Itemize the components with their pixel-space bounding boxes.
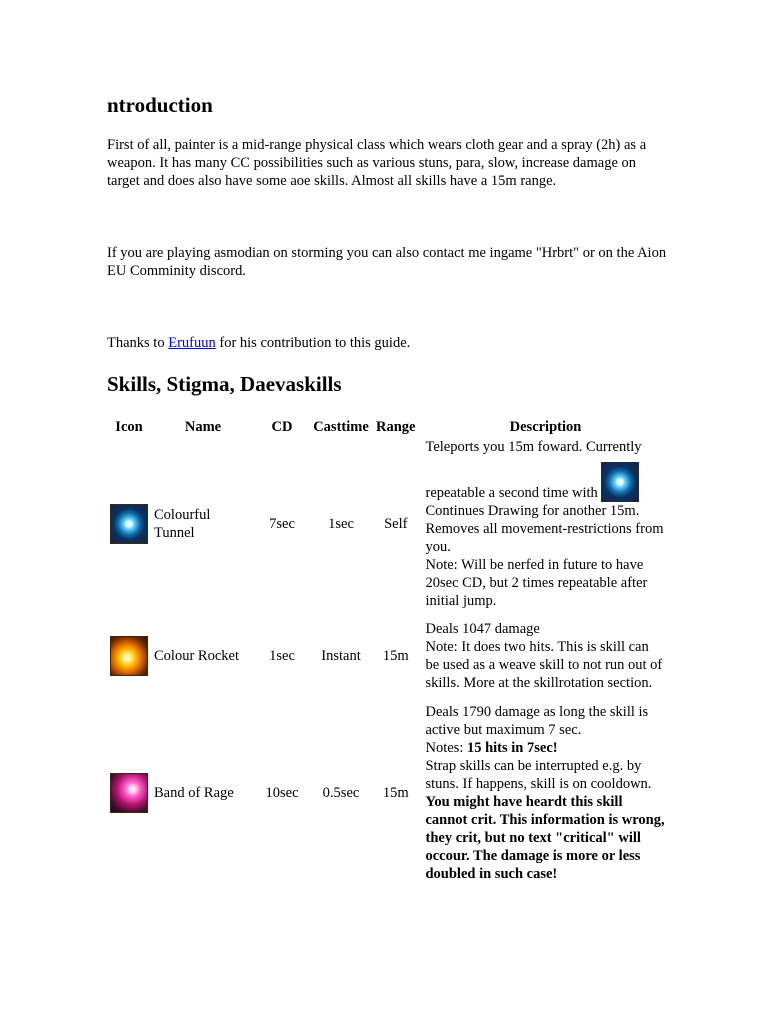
table-row: [107, 702, 668, 884]
skill-cd: 1sec: [269, 648, 295, 664]
column-header-range: Range: [376, 419, 416, 435]
skill-range: 15m: [382, 648, 409, 664]
introduction-heading: ntroduction: [107, 93, 213, 117]
skill-casttime: Instant: [321, 648, 361, 664]
thanks-text-before: Thanks to: [107, 335, 169, 351]
skill-casttime: 0.5sec: [322, 785, 360, 801]
skills-heading: Skills, Stigma, Daevaskills: [107, 372, 342, 396]
thanks-text-after: for his contribution to this guide.: [215, 335, 411, 351]
table-row: [107, 438, 668, 610]
column-header-casttime: Casttime: [313, 419, 369, 435]
table-row: [107, 610, 668, 702]
skill-casttime: 1sec: [328, 516, 354, 532]
erufuun-link[interactable]: Erufuun: [168, 335, 216, 351]
colourful-tunnel-icon: [601, 462, 639, 502]
skill-range: 15m: [382, 785, 409, 801]
skills-table: [107, 416, 668, 884]
colour-rocket-icon: [110, 636, 148, 676]
band-of-rage-icon: [110, 773, 148, 813]
column-header-name: Name: [184, 419, 222, 435]
introduction-paragraph: First of all, painter is a mid-range physical class which wears cloth gear and a spray (2h) as a weapon. It has many CC possibilities such as various stuns, para, slow, increase damage on target and does also have some aoe skills. Almost all skills have a 15m range.: [107, 137, 647, 189]
description-line: Teleports you 15m foward. Currently: [425, 439, 642, 455]
skill-name: Band of Rage: [154, 785, 234, 801]
description-line: Continues Drawing for another 15m. Removes all movement-restrictions from you.: [425, 503, 664, 555]
notes-highlight: 15 hits in 7sec!: [466, 740, 558, 756]
column-header-cd: CD: [271, 419, 293, 435]
skill-description: [418, 438, 668, 610]
skill-cd: 7sec: [269, 516, 295, 532]
description-warning: You might have heardt this skill cannot crit. This information is wrong, they crit, but no text "critical" will occour. The damage is more or less doubled in such case!: [425, 794, 665, 882]
description-line: Deals 1047 damage: [425, 621, 540, 637]
colourful-tunnel-icon: [110, 504, 148, 544]
skill-cd: 10sec: [265, 785, 299, 801]
contact-paragraph: If you are playing asmodian on storming you can also contact me ingame "Hrbrt" or on the Aion EU Comminity discord.: [107, 245, 667, 279]
notes-label: Notes:: [425, 740, 467, 756]
skill-name: Colourful Tunnel: [154, 507, 211, 541]
skill-range: Self: [384, 516, 408, 532]
description-note: Note: Will be nerfed in future to have 20sec CD, but 2 times repeatable after initial jump.: [425, 557, 648, 609]
description-note: Note: It does two hits. This is skill can be used as a weave skill to not run out of skills. More at the skillrotation section.: [425, 639, 663, 691]
description-line: Deals 1790 damage as long the skill is active but maximum 7 sec.: [425, 704, 649, 738]
table-header-row: [107, 416, 668, 438]
column-header-description: Description: [509, 419, 582, 435]
skill-name: Colour Rocket: [154, 648, 239, 664]
column-header-icon: Icon: [115, 419, 143, 435]
skill-description: [418, 610, 668, 702]
description-line: repeatable a second time with: [425, 485, 598, 501]
thanks-paragraph: [107, 334, 667, 352]
skill-description: [418, 702, 668, 884]
description-line: Strap skills can be interrupted e.g. by stuns. If happens, skill is on cooldown.: [425, 758, 652, 792]
